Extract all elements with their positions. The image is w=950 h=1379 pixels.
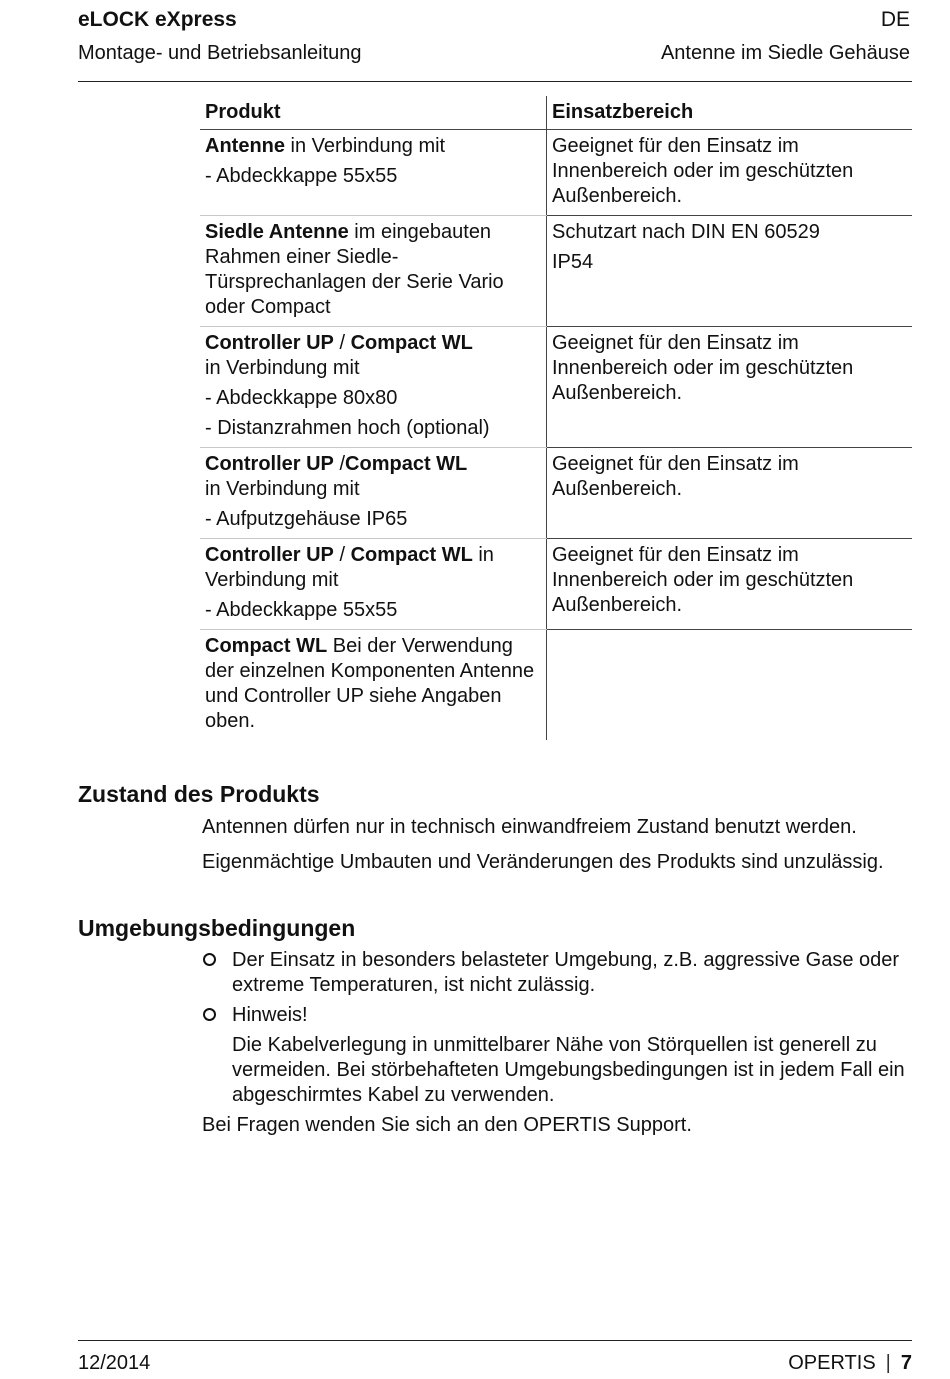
document-title: eLOCK eXpress [78, 8, 237, 31]
usage-text: Geeignet für den Einsatz im Innenbereich oder im geschützten Außenbereich. [552, 332, 854, 404]
usage-cell [547, 327, 913, 448]
usage-cell [547, 216, 913, 327]
document-subtitle: Montage- und Betriebsanleitung [78, 42, 362, 64]
product-accessory: - Abdeckkappe 55x55 [205, 599, 398, 621]
table-row [200, 130, 912, 216]
product-text: Bei der Verwendung der einzelnen Komponenten Antenne und Controller UP siehe Angaben oben. [205, 635, 535, 732]
language-code: DE [880, 8, 910, 31]
note-label: Hinweis! [232, 1004, 308, 1026]
usage-text: Schutzart nach DIN EN 60529 [552, 221, 820, 243]
product-name-separator: / [333, 453, 346, 475]
usage-cell [547, 539, 913, 630]
usage-cell [547, 630, 913, 741]
usage-text: Geeignet für den Einsatz im Innenbereich oder im geschützten Außenbereich. [552, 135, 854, 207]
table-row [200, 539, 912, 630]
usage-text: Geeignet für den Einsatz im Innenbereich oder im geschützten Außenbereich. [552, 544, 854, 616]
product-accessory: - Distanzrahmen hoch (optional) [205, 417, 490, 439]
product-text: in Verbindung mit [205, 544, 494, 591]
product-cell [200, 630, 547, 741]
product-cell [200, 216, 547, 327]
product-text: im eingebauten Rahmen einer Siedle-Türsprechanlagen der Serie Vario oder Compact [205, 221, 504, 318]
footer-date: 12/2014 [78, 1352, 151, 1374]
product-name: Controller UP [205, 332, 334, 354]
product-cell [200, 327, 547, 448]
support-text: Bei Fragen wenden Sie sich an den OPERTIS Support. [202, 1114, 692, 1136]
paragraph: Antennen dürfen nur in technisch einwandfreiem Zustand benutzt werden. [202, 816, 857, 838]
product-name-separator: / [333, 544, 351, 566]
table-row [200, 630, 912, 741]
table-row [200, 327, 912, 448]
usage-text: Geeignet für den Einsatz im Außenbereich. [552, 453, 799, 500]
table-row [200, 216, 912, 327]
column-header-product: Produkt [200, 96, 547, 130]
table-row [200, 448, 912, 539]
product-name-secondary: Compact WL [345, 453, 468, 475]
bullet-ring-icon [203, 1008, 216, 1021]
usage-cell [547, 130, 913, 216]
bullet-ring-icon [203, 953, 216, 966]
product-accessory: - Abdeckkappe 55x55 [205, 165, 398, 187]
product-text: in Verbindung mit [205, 478, 360, 500]
header-divider [78, 81, 912, 82]
product-usage-table [200, 96, 912, 740]
product-name: Antenne [205, 135, 285, 157]
product-accessory: - Aufputzgehäuse IP65 [205, 508, 408, 530]
table-header-row [200, 96, 912, 130]
product-cell [200, 448, 547, 539]
usage-cell [547, 448, 913, 539]
footer-brand-page [788, 1352, 912, 1375]
column-header-usage: Einsatzbereich [547, 96, 913, 130]
product-cell [200, 130, 547, 216]
footer-separator: | [885, 1352, 891, 1374]
protection-class: IP54 [552, 251, 594, 273]
bullet-text: Der Einsatz in besonders belasteter Umgebung, z.B. aggressive Gase oder extreme Temperaturen, ist nicht zulässig. [232, 949, 900, 996]
product-accessory: - Abdeckkappe 80x80 [205, 387, 398, 409]
page-number: 7 [900, 1352, 912, 1374]
note-text: Die Kabelverlegung in unmittelbarer Nähe von Störquellen ist generell zu vermeiden. Bei störbehafteten Umgebungsbedingungen ist in jedem Fall ein abgeschirmtes Kabel zu verwenden. [232, 1034, 905, 1106]
product-name: Siedle Antenne [205, 221, 349, 243]
product-name-secondary: Compact WL [350, 544, 473, 566]
product-name-separator: / [333, 332, 351, 354]
section-title: Antenne im Siedle Gehäuse [660, 42, 910, 64]
product-cell [200, 539, 547, 630]
paragraph: Eigenmächtige Umbauten und Veränderungen des Produkts sind unzulässig. [202, 851, 884, 873]
product-text: in Verbindung mit [285, 135, 446, 157]
product-text: in Verbindung mit [205, 357, 360, 379]
product-name: Controller UP [205, 453, 334, 475]
footer-divider [78, 1340, 912, 1341]
product-name: Compact WL [205, 635, 328, 657]
product-name-secondary: Compact WL [350, 332, 473, 354]
heading-product-state: Zustand des Produkts [78, 781, 320, 807]
product-name: Controller UP [205, 544, 334, 566]
footer-brand: OPERTIS [788, 1352, 876, 1374]
heading-environment: Umgebungsbedingungen [78, 915, 356, 941]
